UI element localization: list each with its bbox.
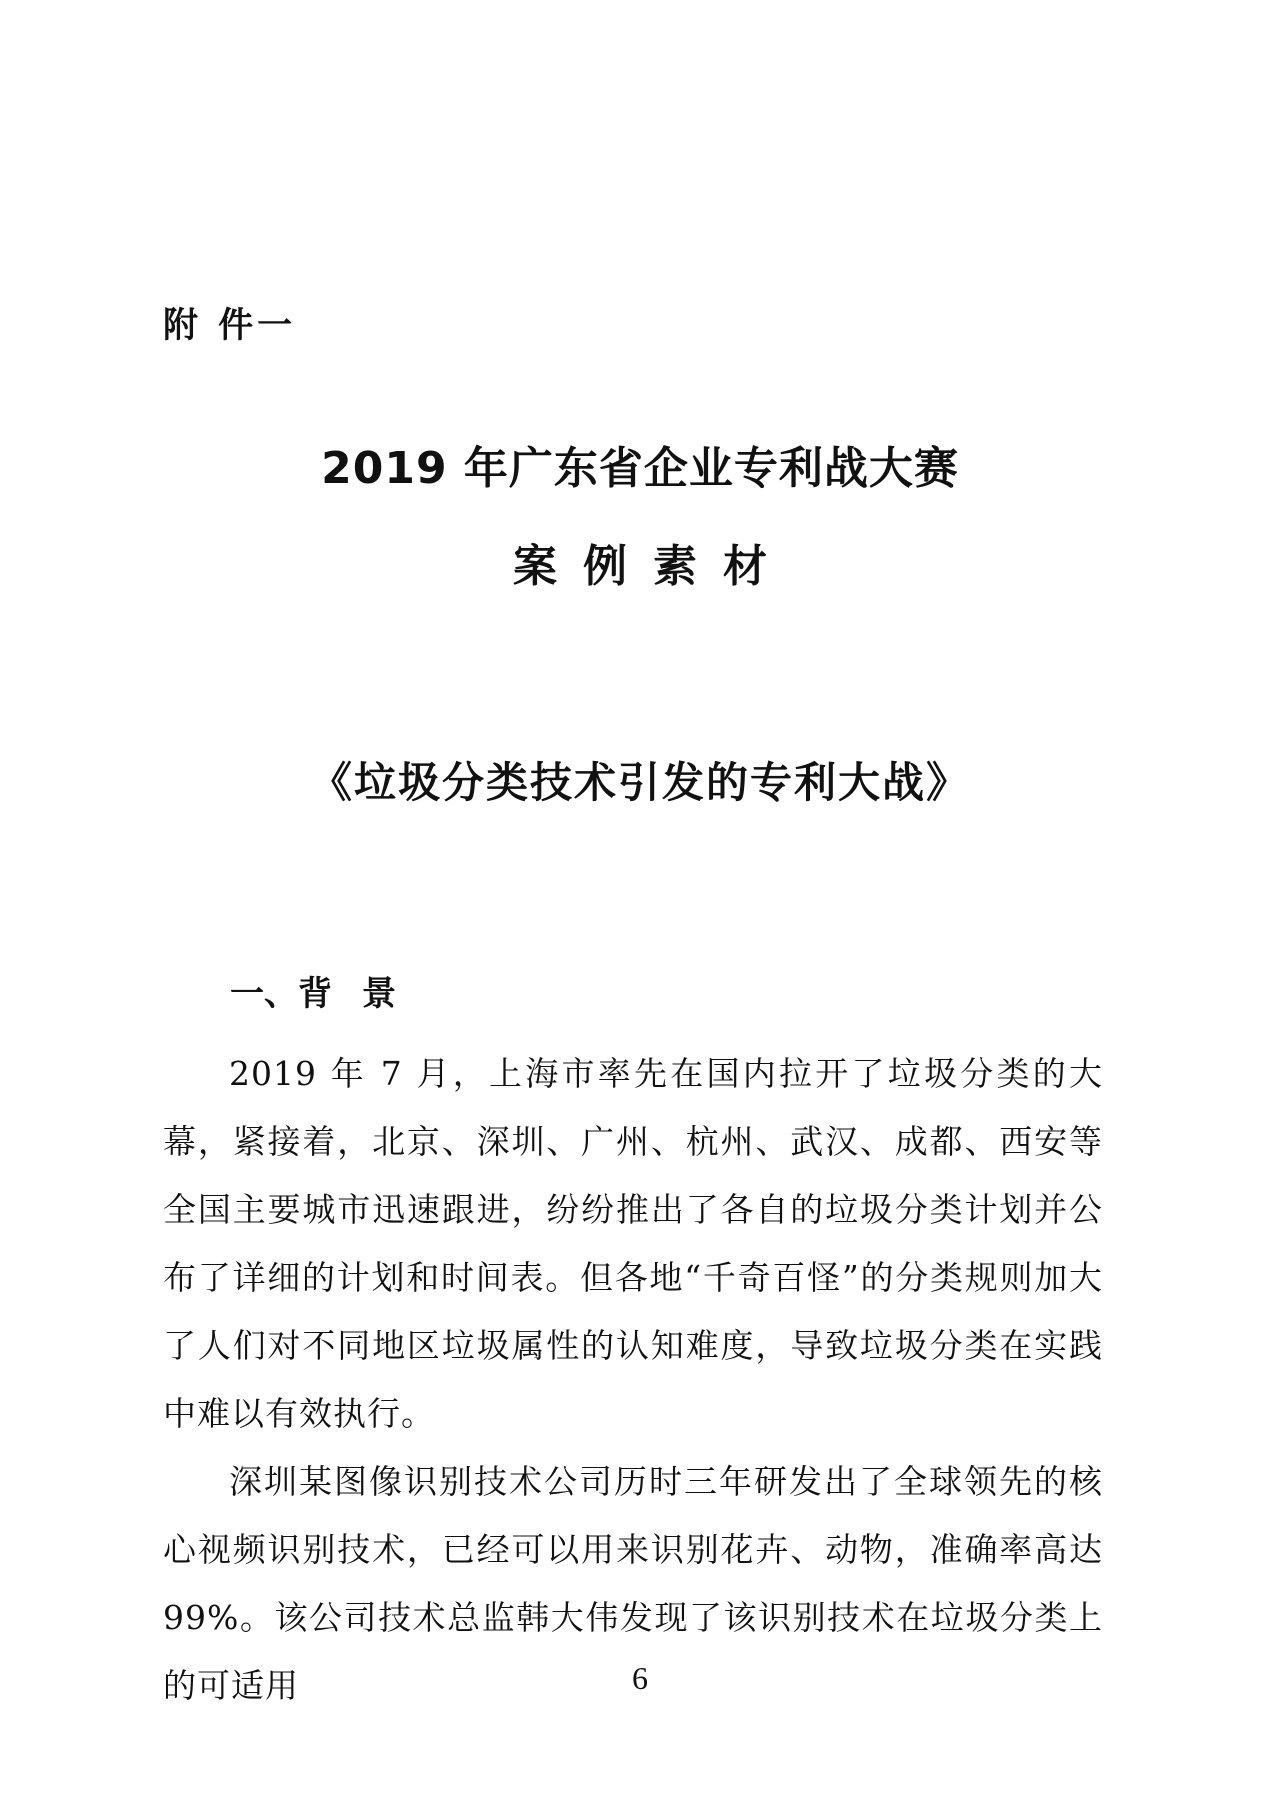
section-number: 一、	[230, 974, 298, 1014]
document-subtitle: 案例素材	[513, 541, 793, 592]
page-number: 6	[632, 1660, 648, 1696]
section-heading-background	[230, 966, 396, 1015]
annex-label: 附 件一	[163, 306, 297, 346]
paragraph-1: 2019 年 7 月，上海市率先在国内拉开了垃圾分类的大幕，紧接着，北京、深圳、广州、杭州、武汉、成都、西安等全国主要城市迅速跟进，纷纷推出了各自的垃圾分类计划并公布了详细的计划和时间表。但各地“千奇百怪”的分类规则加大了人们对不同地区垃圾属性的认知难度，导致垃圾分类在实践中难以有效执行。	[163, 1054, 1103, 1433]
section-heading-part2: 景	[362, 974, 396, 1014]
case-title: 《垃圾分类技术引发的专利大战》	[309, 758, 970, 807]
body-text	[163, 1040, 1103, 1720]
section-heading-part1: 背	[298, 974, 332, 1014]
paragraph-2: 深圳某图像识别技术公司历时三年研发出了全球领先的核心视频识别技术，已经可以用来识别花卉、动物，准确率高达 99%。该公司技术总监韩大伟发现了该识别技术在垃圾分类上的可适用	[163, 1462, 1103, 1705]
document-title: 2019 年广东省企业专利战大赛	[321, 443, 959, 494]
